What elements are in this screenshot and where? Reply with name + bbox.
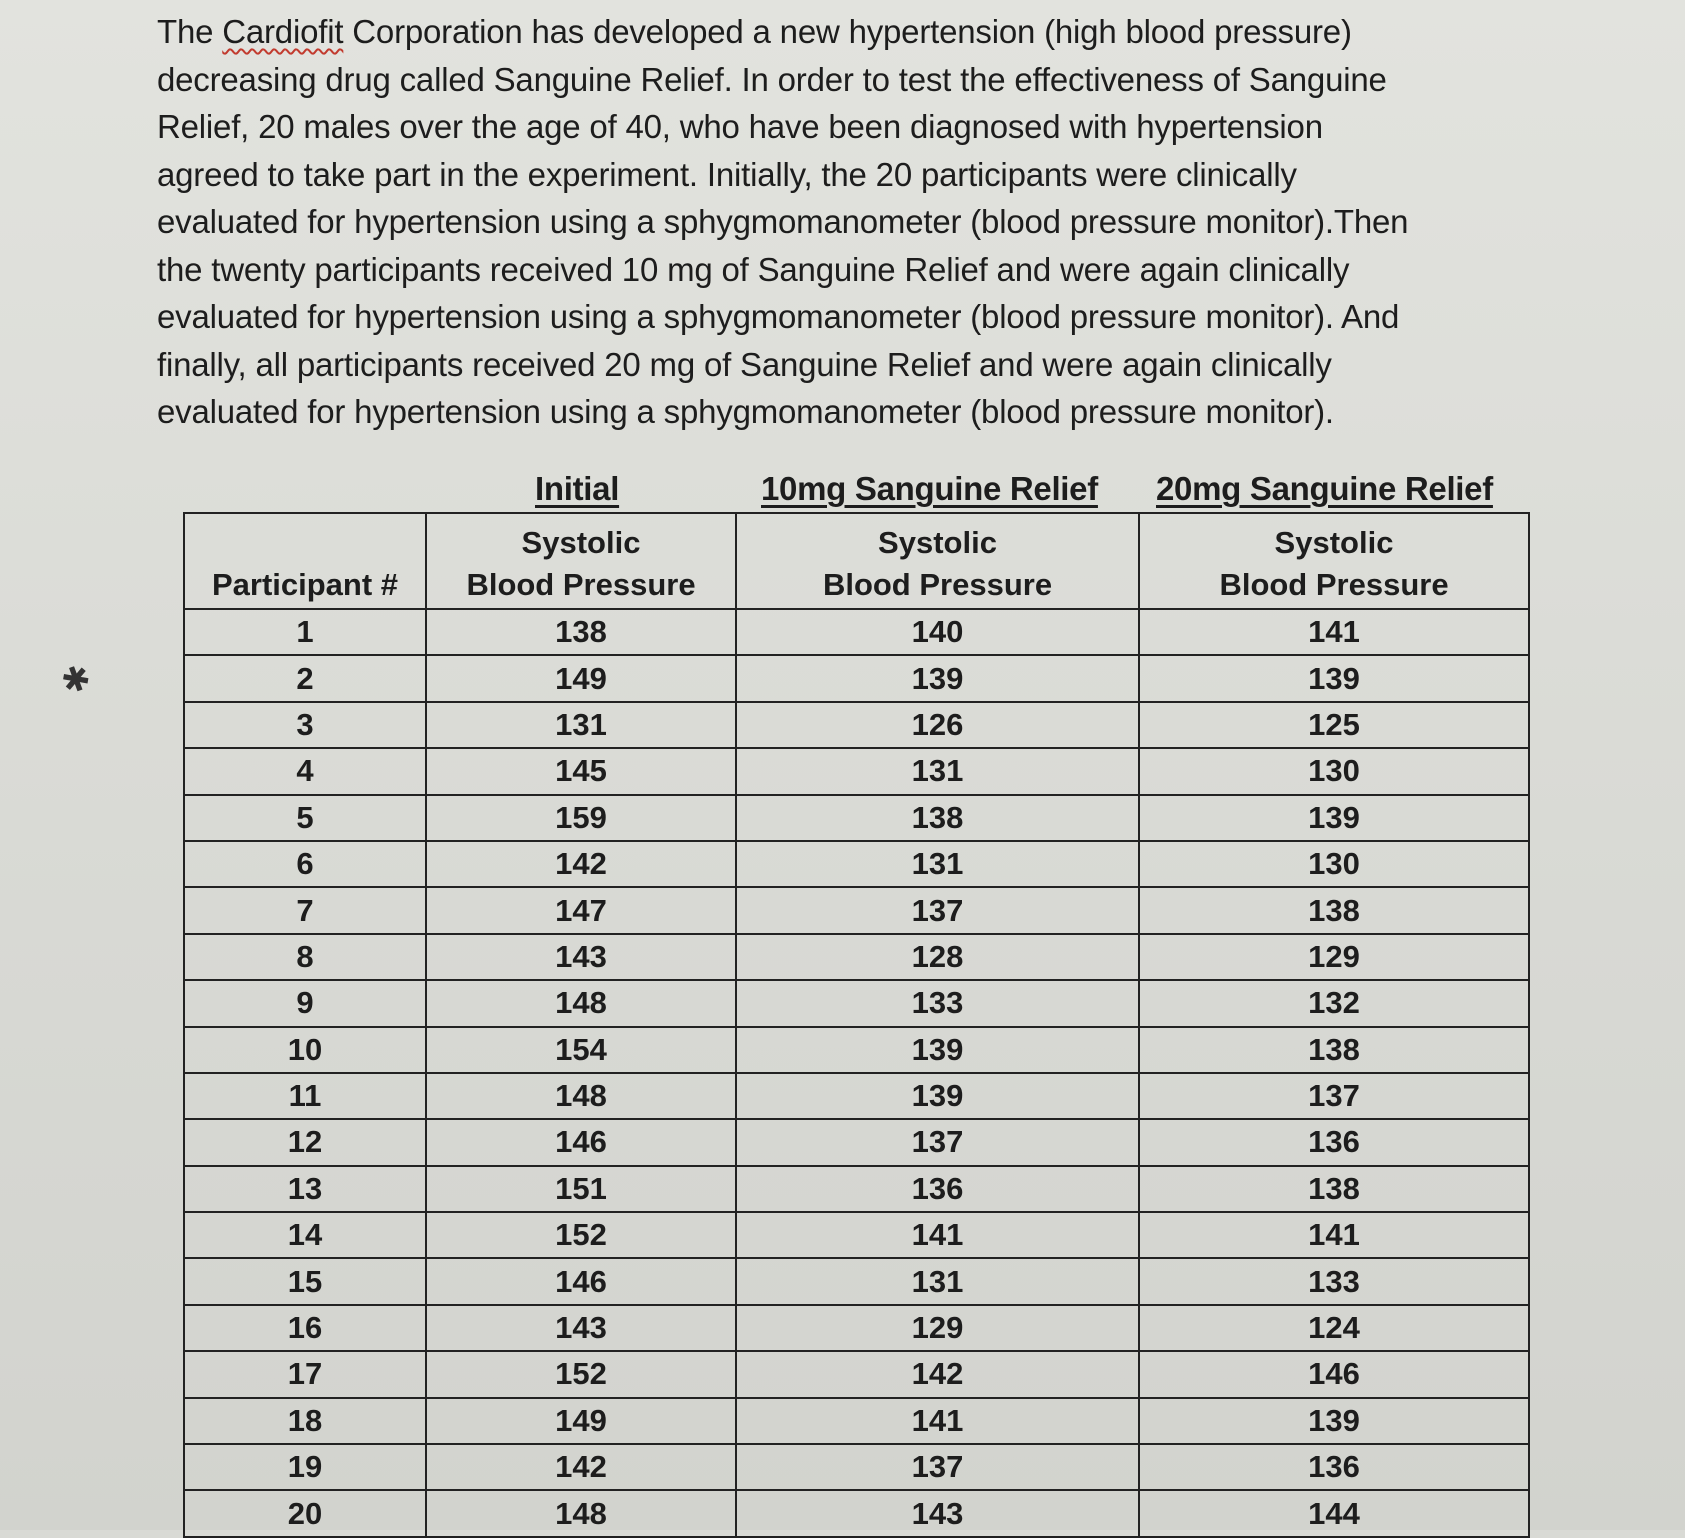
cell-initial-bp: 146 [426, 1258, 736, 1304]
table-row [184, 1119, 1529, 1165]
cell-initial-bp: 151 [426, 1166, 736, 1212]
cell-participant: 17 [184, 1351, 426, 1397]
table-row [184, 1027, 1529, 1073]
cell-20mg-bp: 138 [1139, 1027, 1529, 1073]
cell-10mg-bp: 129 [736, 1305, 1139, 1351]
paragraph-line: evaluated for hypertension using a sphygmomanometer (blood pressure monitor).Then [157, 203, 1409, 240]
table-row [184, 702, 1529, 748]
line-text: The [157, 13, 223, 50]
cell-initial-bp: 148 [426, 980, 736, 1026]
cell-participant: 10 [184, 1027, 426, 1073]
table-row [184, 1444, 1529, 1490]
column-header-participant [184, 513, 426, 609]
blood-pressure-table [183, 512, 1530, 1538]
cell-initial-bp: 138 [426, 609, 736, 655]
group-header-initial: Initial [535, 470, 620, 507]
problem-paragraph [157, 8, 1507, 436]
header-text: Blood Pressure [1219, 567, 1449, 602]
cell-10mg-bp: 136 [736, 1166, 1139, 1212]
table-row [184, 1212, 1529, 1258]
cell-participant: 15 [184, 1258, 426, 1304]
cell-10mg-bp: 139 [736, 655, 1139, 701]
cell-20mg-bp: 138 [1139, 1166, 1529, 1212]
paragraph-line: decreasing drug called Sanguine Relief. In order to test the effectiveness of Sanguine [157, 60, 1387, 98]
cell-20mg-bp: 130 [1139, 748, 1529, 794]
cell-20mg-bp: 139 [1139, 1398, 1529, 1444]
cell-20mg-bp: 138 [1139, 887, 1529, 933]
cell-20mg-bp: 133 [1139, 1258, 1529, 1304]
cell-initial-bp: 154 [426, 1027, 736, 1073]
cell-participant: 16 [184, 1305, 426, 1351]
table-row [184, 655, 1529, 701]
cell-10mg-bp: 133 [736, 980, 1139, 1026]
column-header-initial [426, 513, 736, 609]
cell-initial-bp: 147 [426, 887, 736, 933]
cell-initial-bp: 159 [426, 795, 736, 841]
cell-initial-bp: 149 [426, 655, 736, 701]
cell-10mg-bp: 139 [736, 1027, 1139, 1073]
brand-name: Cardiofit [222, 13, 344, 50]
cell-initial-bp: 142 [426, 1444, 736, 1490]
header-text: Blood Pressure [822, 567, 1053, 602]
table-row [184, 795, 1529, 841]
cell-20mg-bp: 139 [1139, 655, 1529, 701]
cell-20mg-bp: 136 [1139, 1119, 1529, 1165]
header-text: Systolic [878, 525, 997, 560]
column-header-20mg [1139, 513, 1529, 609]
cell-20mg-bp: 130 [1139, 841, 1529, 887]
table-row [184, 1258, 1529, 1304]
table-row [184, 748, 1529, 794]
cell-20mg-bp: 137 [1139, 1073, 1529, 1119]
cell-initial-bp: 143 [426, 1305, 736, 1351]
table-row [184, 1166, 1529, 1212]
table-row [184, 609, 1529, 655]
cell-participant: 8 [184, 934, 426, 980]
table-row [184, 841, 1529, 887]
cell-10mg-bp: 128 [736, 934, 1139, 980]
cell-participant: 14 [184, 1212, 426, 1258]
cell-10mg-bp: 142 [736, 1351, 1139, 1397]
cell-10mg-bp: 141 [736, 1398, 1139, 1444]
header-text: Systolic [1274, 525, 1394, 560]
header-text: Systolic [521, 525, 641, 560]
group-header-20mg: 20mg Sanguine Relief [1156, 470, 1493, 507]
cell-10mg-bp: 126 [736, 702, 1139, 748]
cell-initial-bp: 146 [426, 1119, 736, 1165]
column-header-10mg [736, 513, 1139, 609]
line-text: Corporation has developed a new hypertension (high blood pressure) [343, 13, 1352, 50]
cell-10mg-bp: 143 [736, 1490, 1139, 1536]
cell-initial-bp: 148 [426, 1073, 736, 1119]
cell-10mg-bp: 137 [736, 1444, 1139, 1490]
paragraph-line: agreed to take part in the experiment. Initially, the 20 participants were clinically [157, 155, 1297, 193]
cell-10mg-bp: 131 [736, 1258, 1139, 1304]
cell-20mg-bp: 139 [1139, 795, 1529, 841]
cell-participant: 12 [184, 1119, 426, 1165]
cell-participant: 13 [184, 1166, 426, 1212]
paragraph-line: Relief, 20 males over the age of 40, who have been diagnosed with hypertension [157, 108, 1323, 145]
cell-10mg-bp: 140 [736, 609, 1139, 655]
group-header-10mg: 10mg Sanguine Relief [761, 470, 1098, 507]
cell-10mg-bp: 131 [736, 841, 1139, 887]
cell-10mg-bp: 139 [736, 1073, 1139, 1119]
cell-participant: 11 [184, 1073, 426, 1119]
paragraph-line: evaluated for hypertension using a sphygmomanometer (blood pressure monitor). And [157, 298, 1400, 335]
cell-initial-bp: 152 [426, 1351, 736, 1397]
cell-initial-bp: 152 [426, 1212, 736, 1258]
table-row [184, 887, 1529, 933]
cell-participant: 1 [184, 609, 426, 655]
cell-20mg-bp: 144 [1139, 1490, 1529, 1536]
paragraph-line: finally, all participants received 20 mg of Sanguine Relief and were again clinically [157, 345, 1332, 383]
table-row [184, 980, 1529, 1026]
cell-participant: 2 [184, 655, 426, 701]
cell-initial-bp: 145 [426, 748, 736, 794]
table-row [184, 1305, 1529, 1351]
cell-20mg-bp: 132 [1139, 980, 1529, 1026]
table-body [184, 609, 1529, 1537]
cell-participant: 18 [184, 1398, 426, 1444]
cell-20mg-bp: 141 [1139, 609, 1529, 655]
cell-participant: 7 [184, 887, 426, 933]
table-group-headers [183, 470, 1528, 516]
paragraph-line: evaluated for hypertension using a sphygmomanometer (blood pressure monitor). [157, 393, 1334, 430]
cell-participant: 9 [184, 980, 426, 1026]
cell-initial-bp: 148 [426, 1490, 736, 1536]
cell-participant: 19 [184, 1444, 426, 1490]
paragraph-line [157, 8, 1507, 56]
cell-20mg-bp: 141 [1139, 1212, 1529, 1258]
cell-initial-bp: 142 [426, 841, 736, 887]
cell-initial-bp: 143 [426, 934, 736, 980]
cell-10mg-bp: 138 [736, 795, 1139, 841]
cell-participant: 5 [184, 795, 426, 841]
cell-10mg-bp: 137 [736, 887, 1139, 933]
table-row [184, 1351, 1529, 1397]
header-text: Blood Pressure [466, 567, 696, 602]
margin-star-icon: ✱ [56, 657, 97, 703]
cell-20mg-bp: 146 [1139, 1351, 1529, 1397]
table-row [184, 1073, 1529, 1119]
table-row [184, 934, 1529, 980]
cell-10mg-bp: 131 [736, 748, 1139, 794]
cell-initial-bp: 131 [426, 702, 736, 748]
paragraph-line: the twenty participants received 10 mg of Sanguine Relief and were again clinically [157, 250, 1350, 288]
cell-20mg-bp: 136 [1139, 1444, 1529, 1490]
cell-20mg-bp: 125 [1139, 702, 1529, 748]
cell-participant: 6 [184, 841, 426, 887]
header-text: Participant # [211, 567, 399, 602]
cell-20mg-bp: 124 [1139, 1305, 1529, 1351]
table-row [184, 1398, 1529, 1444]
cell-10mg-bp: 141 [736, 1212, 1139, 1258]
table-header-row [184, 513, 1529, 609]
cell-participant: 3 [184, 702, 426, 748]
cell-participant: 20 [184, 1490, 426, 1536]
cell-participant: 4 [184, 748, 426, 794]
cell-20mg-bp: 129 [1139, 934, 1529, 980]
cell-initial-bp: 149 [426, 1398, 736, 1444]
cell-10mg-bp: 137 [736, 1119, 1139, 1165]
